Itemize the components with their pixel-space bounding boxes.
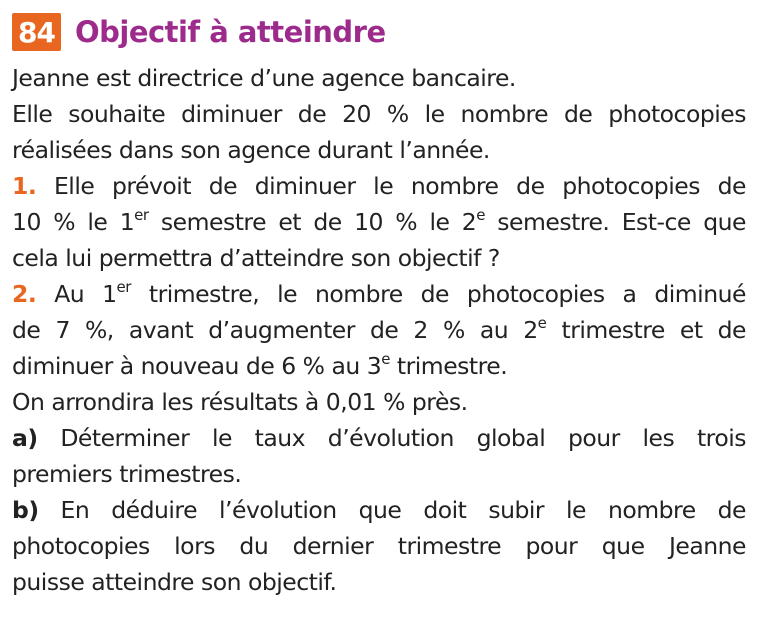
sub-question-b-line-2: photocopies lors du dernier trimestre pour que Jeanne [12, 532, 746, 560]
q1-l2-a: 10 % le 1 [12, 208, 135, 236]
question-1-marker: 1. [12, 172, 37, 200]
q2-l3-sup: e [381, 350, 390, 368]
intro-line-3: réalisées dans son agence durant l’année. [12, 136, 490, 164]
sub-question-b-line-3: puisse atteindre son objectif. [12, 568, 337, 596]
q1-l2-sup2: e [476, 206, 485, 224]
q2-l1-sup: er [116, 278, 131, 296]
sub-question-a-line-1 [12, 420, 746, 456]
question-1-line-1 [12, 168, 746, 204]
question-2-marker: 2. [12, 280, 37, 308]
sub-question-a-text: Déterminer le taux d’évolution global pour les trois [60, 424, 746, 452]
q2-l3-a: diminuer à nouveau de 6 % au 3 [12, 352, 382, 380]
sub-question-a-line-2: premiers trimestres. [12, 460, 242, 488]
question-2-line-2 [12, 312, 746, 348]
q1-l2-sup1: er [134, 206, 149, 224]
q2-l1-a: Au 1 [54, 280, 117, 308]
q2-l2-b: trimestre et de [546, 316, 746, 344]
sub-question-b-marker: b) [12, 496, 39, 524]
exercise-body [12, 60, 746, 600]
rounding-instruction: On arrondira les résultats à 0,01 % près. [12, 388, 468, 416]
exercise-number-badge: 84 [12, 13, 61, 51]
exercise-title: Objectif à atteindre [74, 15, 386, 49]
q1-l2-b: semestre et de 10 % le 2 [148, 208, 477, 236]
q2-l1-b: trimestre, le nombre de photocopies a diminué [130, 280, 746, 308]
sub-question-b-text: En déduire l’évolution que doit subir le nombre de [60, 496, 746, 524]
q2-l3-b: trimestre. [389, 352, 508, 380]
q2-l2-a: de 7 %, avant d’augmenter de 2 % au 2 [12, 316, 538, 344]
exercise-header [12, 0, 746, 60]
question-2-line-1 [12, 276, 746, 312]
question-2-line-3 [12, 348, 746, 384]
q2-l2-sup: e [537, 314, 547, 332]
sub-question-a-marker: a) [12, 424, 38, 452]
sub-question-b-line-1 [12, 492, 746, 528]
question-1-line-3: cela lui permettra d’atteindre son objectif ? [12, 244, 500, 272]
intro-line-2: Elle souhaite diminuer de 20 % le nombre de photocopies [12, 100, 746, 128]
q1-l2-c: semestre. Est-ce que [484, 208, 746, 236]
intro-line-1: Jeanne est directrice d’une agence bancaire. [12, 64, 516, 92]
question-1-text-1: Elle prévoit de diminuer le nombre de photocopies de [53, 172, 746, 200]
question-1-line-2 [12, 204, 746, 240]
